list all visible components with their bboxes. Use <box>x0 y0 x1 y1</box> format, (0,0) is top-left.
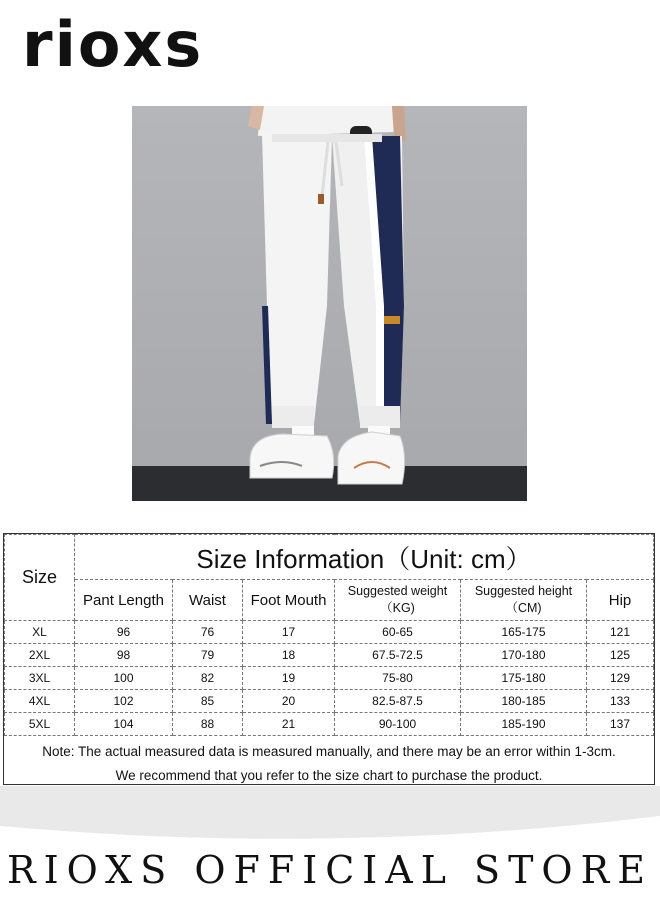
size-column-header: Size <box>5 535 75 621</box>
size-cell: XL <box>5 621 75 644</box>
value-cell: 88 <box>173 713 243 736</box>
value-cell: 21 <box>243 713 335 736</box>
value-cell: 100 <box>75 667 173 690</box>
value-cell: 170-180 <box>461 644 587 667</box>
size-cell: 2XL <box>5 644 75 667</box>
value-cell: 180-185 <box>461 690 587 713</box>
value-cell: 165-175 <box>461 621 587 644</box>
brand-logo: rioxs <box>22 8 204 81</box>
value-cell: 76 <box>173 621 243 644</box>
col-header-foot-mouth: Foot Mouth <box>243 580 335 621</box>
value-cell: 133 <box>587 690 654 713</box>
white-jogger-pants-icon <box>132 106 527 501</box>
col-header-hip: Hip <box>587 580 654 621</box>
store-name: RIOXS OFFICIAL STORE <box>7 848 653 892</box>
value-cell: 121 <box>587 621 654 644</box>
value-cell: 90-100 <box>335 713 461 736</box>
size-cell: 5XL <box>5 713 75 736</box>
value-cell: 125 <box>587 644 654 667</box>
col-header-height-unit: （CM) <box>505 601 542 615</box>
table-row <box>5 621 654 644</box>
value-cell: 185-190 <box>461 713 587 736</box>
value-cell: 104 <box>75 713 173 736</box>
col-header-height-label: Suggested height <box>474 584 573 598</box>
size-table-title: Size Information（Unit: cm） <box>75 535 654 580</box>
value-cell: 20 <box>243 690 335 713</box>
value-cell: 60-65 <box>335 621 461 644</box>
col-header-weight-unit: （KG) <box>380 601 415 615</box>
value-cell: 75-80 <box>335 667 461 690</box>
size-cell: 3XL <box>5 667 75 690</box>
value-cell: 82 <box>173 667 243 690</box>
value-cell: 96 <box>75 621 173 644</box>
size-note-line-2: We recommend that you refer to the size chart to purchase the product. <box>115 768 543 783</box>
value-cell: 67.5-72.5 <box>335 644 461 667</box>
size-note <box>5 736 654 791</box>
value-cell: 102 <box>75 690 173 713</box>
value-cell: 19 <box>243 667 335 690</box>
size-note-line-1: Note: The actual measured data is measured manually, and there may be an error within 1-3cm. <box>42 744 616 759</box>
value-cell: 85 <box>173 690 243 713</box>
value-cell: 137 <box>587 713 654 736</box>
value-cell: 175-180 <box>461 667 587 690</box>
table-row <box>5 713 654 736</box>
table-row <box>5 644 654 667</box>
size-cell: 4XL <box>5 690 75 713</box>
table-row <box>5 667 654 690</box>
product-photo <box>132 106 527 501</box>
value-cell: 98 <box>75 644 173 667</box>
value-cell: 79 <box>173 644 243 667</box>
size-chart <box>3 533 655 785</box>
value-cell: 18 <box>243 644 335 667</box>
col-header-suggested-weight <box>335 580 461 621</box>
col-header-weight-label: Suggested weight <box>347 584 448 598</box>
value-cell: 129 <box>587 667 654 690</box>
table-row <box>5 690 654 713</box>
col-header-waist: Waist <box>173 580 243 621</box>
value-cell: 82.5-87.5 <box>335 690 461 713</box>
col-header-suggested-height <box>461 580 587 621</box>
value-cell: 17 <box>243 621 335 644</box>
col-header-pant-length: Pant Length <box>75 580 173 621</box>
